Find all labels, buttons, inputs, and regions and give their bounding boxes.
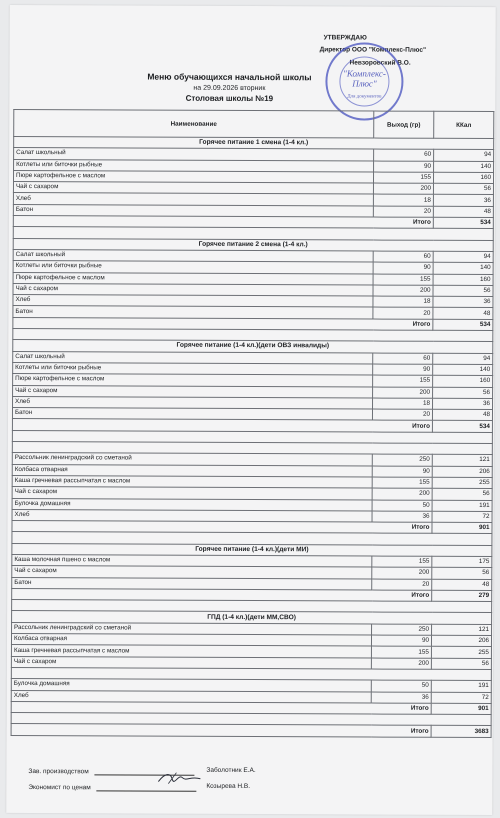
dish-weight: 60	[373, 251, 433, 263]
dish-weight: 36	[371, 692, 431, 704]
dish-weight: 20	[372, 579, 432, 591]
dish-weight: 155	[371, 646, 431, 658]
total-value: 279	[432, 590, 492, 602]
dish-name: Салат школьный	[14, 148, 374, 161]
grand-total-label: Итого	[11, 724, 431, 737]
column-weight-header: Выход (гр)	[374, 111, 434, 138]
dish-name: Рассольник ленинградский со сметаной	[12, 622, 372, 635]
dish-name: Батон	[13, 306, 373, 319]
dish-kcal: 94	[434, 150, 494, 162]
dish-weight: 155	[372, 477, 432, 489]
total-label: Итого	[13, 317, 433, 330]
total-value: 534	[433, 319, 493, 331]
stamp-text-1: "Комплекс-	[343, 68, 386, 79]
dish-kcal: 191	[432, 500, 492, 512]
dish-weight: 60	[373, 353, 433, 365]
dish-name: Рассольник ленинградский со сметаной	[12, 453, 372, 466]
signature-name: Заболотник Е.А.	[206, 766, 256, 775]
page-title: Меню обучающихся начальной школы	[147, 71, 312, 83]
handwritten-signature	[156, 770, 202, 788]
dish-name: Каша гречневая рассыпчатая с маслом	[11, 645, 371, 658]
dish-weight: 20	[373, 206, 433, 218]
dish-name: Батон	[13, 204, 373, 217]
section-title: Горячее питание 1 смена (1-4 кл.)	[14, 136, 494, 149]
signature-role: Экономист по ценам	[28, 784, 91, 792]
dish-name: Салат школьный	[13, 351, 373, 364]
section-title: Горячее питание (1-4 кл.)(дети МИ)	[12, 543, 492, 556]
menu-body	[11, 136, 494, 737]
dish-weight: 155	[372, 556, 432, 568]
dish-name: Булочка домашняя	[11, 679, 371, 692]
dish-name: Хлеб	[13, 193, 373, 206]
dish-name: Котлеты или биточки рыбные	[13, 261, 373, 274]
total-label: Итого	[12, 588, 432, 601]
signature-name: Козырева Н.В.	[206, 782, 251, 790]
dish-kcal: 48	[432, 579, 492, 591]
dish-name: Пюре картофельное с маслом	[13, 374, 373, 387]
dish-name: Хлеб	[13, 295, 373, 308]
dish-name: Батон	[12, 577, 372, 590]
stamp-text-3: Для документов	[347, 94, 382, 100]
total-value: 901	[431, 703, 491, 715]
dish-kcal: 56	[432, 568, 492, 580]
canteen-subtitle: Столовая школы №19	[185, 93, 274, 104]
dish-kcal: 48	[432, 409, 492, 421]
dish-name: Чай с сахаром	[12, 487, 372, 500]
dish-weight: 90	[372, 466, 432, 478]
dish-name: Хлеб	[13, 396, 373, 409]
dish-kcal: 36	[433, 398, 493, 410]
dish-name: Чай с сахаром	[13, 385, 373, 398]
dish-name: Чай с сахаром	[13, 283, 373, 296]
dish-weight: 50	[371, 680, 431, 692]
total-value: 901	[432, 522, 492, 534]
dish-kcal: 72	[432, 511, 492, 523]
approval-name: Невзоровский В.О.	[349, 59, 411, 67]
dish-name: Котлеты или биточки рыбные	[13, 362, 373, 375]
column-kcal-header: ККал	[434, 111, 494, 138]
dish-weight: 50	[372, 500, 432, 512]
date-line: на 29.09.2026 вторник	[193, 84, 266, 93]
dish-name: Хлеб	[12, 509, 372, 522]
dish-weight: 90	[373, 262, 433, 274]
dish-kcal: 206	[432, 466, 492, 478]
total-label: Итого	[12, 521, 432, 534]
dish-name: Пюре картофельное с маслом	[13, 272, 373, 285]
dish-kcal: 56	[432, 488, 492, 500]
dish-kcal: 56	[431, 658, 491, 670]
dish-weight: 18	[373, 296, 433, 308]
dish-name: Чай с сахаром	[11, 656, 371, 669]
dish-name: Батон	[12, 408, 372, 421]
dish-kcal: 175	[432, 556, 492, 568]
dish-name: Булочка домашняя	[12, 498, 372, 511]
section-title: Горячее питание 2 смена (1-4 кл.)	[13, 238, 493, 251]
menu-table	[11, 109, 495, 738]
dish-kcal: 94	[433, 251, 493, 263]
dish-kcal: 140	[434, 161, 494, 173]
dish-name: Каша гречневая рассыпчатая с маслом	[12, 475, 372, 488]
dish-name: Колбаса отварная	[11, 634, 371, 647]
dish-weight: 155	[373, 172, 433, 184]
dish-name: Колбаса отварная	[12, 464, 372, 477]
dish-weight: 155	[373, 274, 433, 286]
dish-kcal: 160	[433, 172, 493, 184]
stamp-text-2: Плюс"	[352, 78, 377, 89]
dish-weight: 200	[373, 285, 433, 297]
dish-name: Чай с сахаром	[13, 182, 373, 195]
dish-weight: 18	[373, 195, 433, 207]
dish-weight: 250	[372, 624, 432, 636]
dish-name: Салат школьный	[13, 249, 373, 262]
dish-weight: 20	[372, 409, 432, 421]
dish-weight: 155	[373, 375, 433, 387]
menu-sheet	[6, 5, 496, 815]
dish-kcal: 140	[433, 364, 493, 376]
dish-name: Каша молочная пшено с маслом	[12, 554, 372, 567]
dish-weight: 200	[372, 488, 432, 500]
dish-name: Котлеты или биточки рыбные	[14, 159, 374, 172]
dish-kcal: 255	[432, 477, 492, 489]
total-label: Итого	[12, 419, 432, 432]
column-name-header: Наименование	[14, 109, 374, 138]
dish-weight: 90	[373, 364, 433, 376]
dish-kcal: 56	[433, 183, 493, 195]
section-title: ГПД (1-4 кл.)(дети ММ,СВО)	[12, 611, 492, 624]
dish-name: Хлеб	[11, 690, 371, 703]
total-value: 534	[432, 421, 492, 433]
dish-weight: 36	[372, 511, 432, 523]
dish-kcal: 255	[431, 647, 491, 659]
total-label: Итого	[13, 216, 433, 229]
dish-weight: 18	[373, 398, 433, 410]
signature-role: Зав. производством	[28, 768, 89, 776]
dish-weight: 200	[373, 387, 433, 399]
dish-kcal: 94	[433, 353, 493, 365]
dish-kcal: 121	[432, 624, 492, 636]
dish-kcal: 56	[433, 285, 493, 297]
dish-weight: 60	[374, 149, 434, 161]
dish-kcal: 191	[431, 681, 491, 693]
total-label: Итого	[11, 701, 431, 714]
dish-kcal: 140	[433, 263, 493, 275]
dish-weight: 200	[371, 658, 431, 670]
dish-kcal: 72	[431, 692, 491, 704]
dish-weight: 250	[372, 454, 432, 466]
dish-kcal: 160	[433, 274, 493, 286]
dish-kcal: 36	[433, 296, 493, 308]
dish-kcal: 160	[433, 376, 493, 388]
dish-weight: 200	[372, 567, 432, 579]
approval-title: УТВЕРЖДАЮ	[323, 34, 367, 42]
grand-total-row	[11, 724, 491, 737]
document-header	[119, 71, 339, 103]
dish-weight: 20	[373, 307, 433, 319]
dish-weight: 200	[373, 183, 433, 195]
dish-name: Пюре картофельное с маслом	[13, 170, 373, 183]
dish-weight: 90	[371, 635, 431, 647]
dish-kcal: 121	[432, 455, 492, 467]
approval-director: Директор ООО "Комплекс-Плюс"	[319, 46, 427, 54]
section-title: Горячее питание (1-4 кл.)(дети ОВЗ инвалиды)	[13, 340, 493, 353]
dish-name: Чай с сахаром	[12, 566, 372, 579]
dish-kcal: 48	[433, 206, 493, 218]
table-header	[14, 109, 494, 138]
dish-kcal: 56	[433, 387, 493, 399]
dish-weight: 90	[374, 161, 434, 173]
dish-kcal: 36	[433, 195, 493, 207]
dish-kcal: 206	[431, 635, 491, 647]
dish-kcal: 48	[433, 308, 493, 320]
total-value: 534	[433, 217, 493, 229]
grand-total-value: 3683	[431, 726, 491, 738]
